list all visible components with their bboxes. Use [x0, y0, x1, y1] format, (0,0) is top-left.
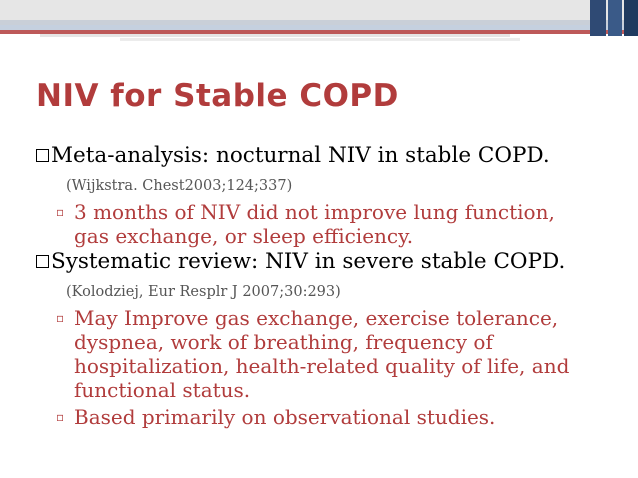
- header-decoration: [0, 0, 638, 50]
- main-bullet-1: [36, 142, 626, 169]
- main-bullet-text: Meta-analysis: nocturnal NIV in stable COPD.: [51, 143, 550, 168]
- square-bullet-icon: ▫: [56, 311, 65, 325]
- checkbox-bullet-icon: [36, 255, 49, 268]
- main-bullet-2: [36, 248, 626, 275]
- square-bullet-icon: ▫: [56, 410, 65, 424]
- sub-bullet-text: Based primarily on observational studies.: [74, 405, 496, 429]
- citation: (Kolodziej, Eur Resplr J 2007;30:293): [66, 284, 341, 300]
- slide-body: [36, 142, 626, 429]
- slide-title: NIV for Stable COPD: [36, 78, 399, 114]
- sub-bullet-text: 3 months of NIV did not improve lung function, gas exchange, or sleep efficiency.: [74, 200, 555, 248]
- square-bullet-icon: ▫: [56, 205, 65, 219]
- sub-bullet-text: May Improve gas exchange, exercise tolerance, dyspnea, work of breathing, frequency of hospitalization, health-related quality of life, and functional status.: [74, 306, 570, 402]
- main-bullet-text: Systematic review: NIV in severe stable COPD.: [51, 249, 566, 274]
- checkbox-bullet-icon: [36, 149, 49, 162]
- sub-bullet: [56, 405, 626, 429]
- citation: (Wijkstra. Chest2003;124;337): [66, 178, 293, 194]
- sub-bullet: [56, 200, 626, 248]
- sub-bullet: [56, 306, 626, 402]
